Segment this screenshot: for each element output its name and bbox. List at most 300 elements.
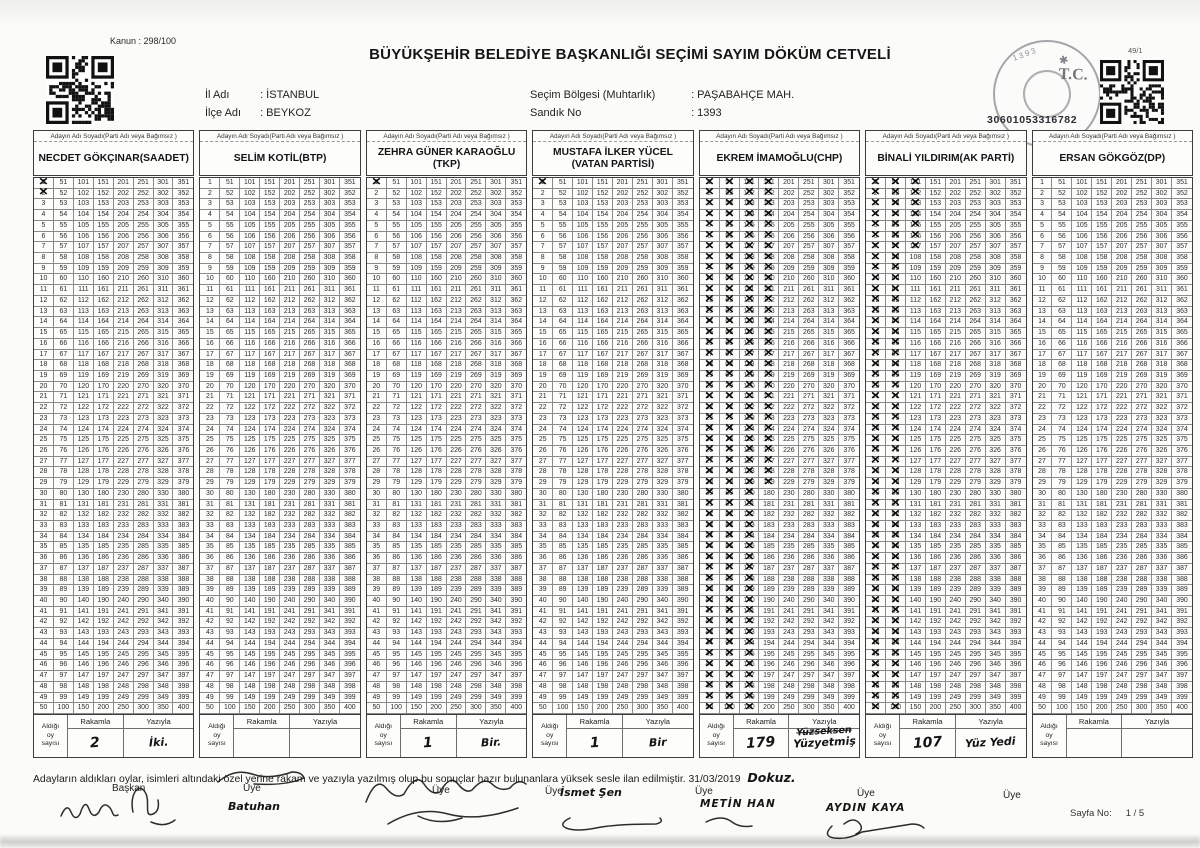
grid-cell	[280, 703, 300, 714]
grid-cell	[34, 693, 54, 704]
grid-cell	[407, 425, 427, 436]
grid-cell	[633, 553, 653, 564]
grid-number: 102	[576, 189, 589, 197]
grid-cell	[799, 671, 819, 682]
grid-number: 104	[909, 211, 922, 219]
grid-number: 330	[822, 489, 835, 497]
grid-number: 9	[41, 264, 46, 272]
grid-cell	[779, 500, 799, 511]
grid-number: 243	[949, 629, 962, 637]
grid-number: 108	[243, 254, 256, 262]
grid-number: 326	[822, 446, 835, 454]
grid-number: 30	[538, 489, 547, 497]
grid-number: 371	[510, 393, 523, 401]
grid-cell	[593, 682, 613, 693]
grid-cell	[653, 564, 673, 575]
grid-number: 52	[392, 189, 401, 197]
grid-cell	[114, 274, 134, 285]
grid-cell	[613, 521, 633, 532]
grid-number: 76	[891, 446, 900, 454]
grid-number: 301	[656, 179, 669, 186]
grid-number: 334	[490, 532, 502, 540]
grid-number: 251	[1135, 179, 1148, 186]
grid-number: 311	[323, 286, 335, 294]
grid-cell	[506, 660, 526, 671]
grid-number: 92	[558, 618, 567, 626]
grid-cell	[220, 178, 240, 189]
grid-number: 370	[510, 382, 523, 390]
grid-number: 255	[636, 221, 649, 229]
grid-number: 396	[510, 661, 523, 669]
grid-cell	[387, 435, 407, 446]
grid-number: 331	[989, 500, 1001, 508]
grid-cell	[986, 307, 1006, 318]
grid-number: 75	[59, 436, 68, 444]
grid-number: 301	[989, 179, 1001, 186]
grid-cell	[34, 339, 54, 350]
grid-number: 297	[636, 672, 649, 680]
grid-cell	[34, 350, 54, 361]
grid-cell	[260, 510, 280, 521]
grid-number: 400	[177, 704, 190, 712]
grid-cell	[986, 671, 1006, 682]
grid-number: 360	[177, 275, 190, 283]
grid-cell	[114, 435, 134, 446]
grid-number: 343	[323, 629, 336, 637]
grid-number: 72	[225, 404, 234, 412]
grid-number: 380	[177, 489, 190, 497]
grid-cell	[154, 478, 174, 489]
grid-cell	[839, 403, 859, 414]
grid-cell	[94, 274, 114, 285]
grid-cell	[466, 639, 486, 650]
grid-number: 204	[283, 211, 296, 219]
grid-number: 379	[843, 479, 855, 487]
grid-cell	[593, 189, 613, 200]
grid-number: 152	[763, 189, 775, 197]
grid-number: 91	[225, 607, 234, 615]
grid-number: 136	[410, 554, 422, 562]
grid-cell	[300, 682, 320, 693]
grid-number: 133	[909, 522, 922, 529]
grid-cell	[134, 210, 154, 221]
grid-cell	[320, 403, 340, 414]
grid-cell	[1072, 210, 1092, 221]
grid-cell	[34, 296, 54, 307]
grid-cell	[799, 382, 819, 393]
grid-cell	[94, 189, 114, 200]
grid-number: 280	[303, 489, 316, 497]
grid-cell	[553, 371, 573, 382]
grid-number: 294	[303, 639, 316, 647]
grid-number: 113	[577, 307, 589, 315]
grid-cell	[200, 285, 220, 296]
grid-number: 353	[177, 200, 190, 208]
grid-number: 118	[743, 361, 755, 369]
grid-cell	[466, 382, 486, 393]
grid-number: 241	[783, 607, 795, 615]
grid-number: 380	[344, 489, 356, 497]
grid-cell	[593, 414, 613, 425]
grid-number: 369	[1009, 371, 1022, 379]
grid-cell	[114, 532, 134, 543]
grid-number: 365	[510, 329, 523, 337]
grid-number: 49	[372, 693, 381, 701]
grid-cell	[200, 660, 220, 671]
grid-cell	[54, 199, 74, 210]
grid-number: 341	[989, 607, 1001, 615]
grid-cell	[466, 682, 486, 693]
grid-number: 232	[783, 511, 795, 519]
grid-number: 72	[725, 404, 733, 412]
grid-cell	[240, 414, 260, 425]
grid-number: 289	[636, 586, 649, 594]
grid-number: 339	[822, 586, 835, 594]
grid-cell	[34, 317, 54, 328]
grid-cell	[114, 457, 134, 468]
grid-cell	[427, 457, 447, 468]
grid-number: 32	[871, 511, 880, 519]
grid-number: 125	[410, 436, 422, 444]
grid-number: 184	[263, 532, 276, 540]
grid-number: 201	[949, 179, 962, 186]
grid-number: 96	[225, 661, 234, 669]
grid-number: 245	[949, 650, 962, 658]
grid-number: 106	[909, 232, 922, 240]
grid-number: 207	[949, 243, 962, 251]
vote-grid	[199, 177, 360, 715]
grid-cell	[799, 425, 819, 436]
grid-number: 243	[783, 629, 795, 637]
grid-number: 231	[450, 500, 462, 508]
grid-cell	[447, 585, 467, 596]
grid-cell	[613, 660, 633, 671]
grid-number: 376	[510, 446, 523, 454]
grid-cell	[779, 360, 799, 371]
grid-number: 36	[705, 554, 713, 562]
grid-cell	[613, 489, 633, 500]
grid-number: 133	[576, 522, 589, 529]
grid-number: 198	[97, 682, 109, 690]
grid-cell	[966, 307, 986, 318]
grid-cell	[34, 489, 54, 500]
grid-number: 224	[616, 425, 629, 433]
grid-cell	[533, 371, 553, 382]
grid-cell	[34, 242, 54, 253]
grid-cell	[367, 693, 387, 704]
grid-number: 9	[707, 264, 712, 272]
grid-cell	[407, 296, 427, 307]
grid-cell	[427, 274, 447, 285]
grid-number: 292	[470, 618, 482, 626]
grid-number: 64	[558, 318, 567, 326]
grid-cell	[506, 564, 526, 575]
grid-cell	[946, 596, 966, 607]
grid-cell	[986, 221, 1006, 232]
grid-number: 222	[117, 404, 129, 412]
grid-number: 75	[392, 436, 401, 444]
grid-cell	[427, 435, 447, 446]
grid-cell	[340, 285, 360, 296]
grid-cell	[906, 510, 926, 521]
grid-cell	[573, 489, 593, 500]
grid-number: 9	[374, 264, 379, 272]
grid-cell	[593, 650, 613, 661]
grid-number: 329	[989, 479, 1001, 487]
grid-cell	[486, 671, 506, 682]
grid-number: 397	[676, 672, 689, 680]
grid-cell	[320, 500, 340, 511]
grid-number: 276	[303, 446, 316, 454]
grid-number: 312	[490, 296, 502, 304]
grid-cell	[819, 489, 839, 500]
grid-cell	[240, 521, 260, 532]
grid-cell	[533, 210, 553, 221]
grid-cell	[966, 232, 986, 243]
grid-number: 329	[323, 479, 336, 487]
grid-cell	[387, 489, 407, 500]
grid-number: 269	[303, 371, 316, 379]
grid-cell	[367, 467, 387, 478]
grid-cell	[553, 425, 573, 436]
grid-cell	[799, 553, 819, 564]
grid-cell	[759, 650, 779, 661]
grid-number: 247	[283, 672, 296, 680]
grid-number: 393	[177, 629, 190, 637]
grid-number: 322	[157, 404, 169, 412]
grid-number: 202	[283, 189, 296, 197]
grid-number: 316	[989, 339, 1001, 347]
grid-cell	[300, 264, 320, 275]
grid-cell	[486, 564, 506, 575]
grid-cell	[260, 189, 280, 200]
grid-cell	[926, 285, 946, 296]
grid-cell	[340, 650, 360, 661]
grid-number: 125	[77, 436, 90, 444]
grid-number: 381	[1009, 500, 1022, 508]
grid-number: 298	[137, 682, 149, 690]
grid-cell	[407, 564, 427, 575]
grid-number: 336	[490, 554, 502, 562]
grid-number: 63	[59, 307, 68, 315]
vote-grid	[532, 177, 693, 715]
grid-cell	[220, 660, 240, 671]
grid-number: 4	[707, 211, 712, 219]
grid-number: 364	[676, 318, 689, 326]
grid-cell	[653, 596, 673, 607]
grid-cell	[633, 703, 653, 714]
grid-cell	[114, 296, 134, 307]
grid-cell	[54, 478, 74, 489]
grid-number: 322	[989, 404, 1001, 412]
grid-cell	[54, 575, 74, 586]
grid-number: 246	[616, 661, 629, 669]
grid-number: 154	[1096, 211, 1108, 219]
grid-number: 320	[656, 382, 669, 390]
grid-number: 3	[873, 200, 878, 208]
grid-number: 259	[303, 264, 316, 272]
grid-cell	[387, 178, 407, 189]
candidate-name: SELİM KOTİL(BTP)	[233, 152, 327, 164]
grid-number: 372	[676, 404, 689, 412]
grid-cell	[966, 328, 986, 339]
grid-number: 383	[510, 522, 523, 529]
grid-number: 237	[783, 564, 795, 572]
grid-cell	[154, 489, 174, 500]
grid-cell	[486, 575, 506, 586]
grid-cell	[200, 703, 220, 714]
grid-cell	[779, 693, 799, 704]
grid-cell	[779, 264, 799, 275]
grid-number: 7	[207, 243, 212, 251]
grid-number: 335	[490, 543, 502, 551]
grid-cell	[779, 392, 799, 403]
grid-cell	[986, 639, 1006, 650]
grid-cell	[633, 585, 653, 596]
grid-number: 57	[558, 243, 567, 251]
grid-number: 362	[344, 296, 356, 304]
grid-cell	[779, 425, 799, 436]
grid-number: 357	[510, 243, 523, 251]
grid-number: 59	[891, 264, 900, 272]
grid-number: 352	[843, 189, 855, 197]
candidate-header-box	[366, 130, 527, 176]
grid-cell	[220, 575, 240, 586]
grid-number: 14	[39, 318, 48, 326]
grid-number: 271	[470, 393, 482, 401]
grid-cell	[280, 232, 300, 243]
grid-cell	[946, 489, 966, 500]
grid-cell	[593, 478, 613, 489]
grid-cell	[220, 457, 240, 468]
grid-cell	[220, 307, 240, 318]
grid-number: 51	[1058, 179, 1066, 186]
grid-number: 52	[891, 189, 900, 197]
grid-number: 208	[949, 254, 962, 262]
grid-cell	[673, 510, 693, 521]
grid-number: 38	[538, 575, 547, 583]
grid-cell	[673, 189, 693, 200]
grid-number: 278	[803, 468, 815, 476]
grid-cell	[613, 585, 633, 596]
grid-cell	[387, 425, 407, 436]
grid-number: 238	[450, 575, 462, 583]
grid-cell	[94, 585, 114, 596]
grid-number: 164	[97, 318, 109, 326]
vote-grid	[366, 177, 527, 715]
grid-cell	[1006, 403, 1026, 414]
grid-number: 255	[470, 221, 482, 229]
grid-number: 146	[410, 661, 422, 669]
grid-cell	[533, 285, 553, 296]
grid-number: 336	[157, 554, 169, 562]
grid-number: 280	[969, 489, 981, 497]
grid-number: 141	[410, 607, 422, 615]
grid-number: 177	[263, 457, 276, 465]
grid-number: 396	[676, 661, 689, 669]
grid-cell	[54, 296, 74, 307]
grid-cell	[799, 446, 819, 457]
grid-cell	[799, 339, 819, 350]
grid-cell	[839, 253, 859, 264]
grid-cell	[154, 232, 174, 243]
grid-number: 279	[803, 479, 815, 487]
grid-cell	[134, 307, 154, 318]
grid-cell	[946, 264, 966, 275]
grid-cell	[54, 285, 74, 296]
grid-number: 152	[430, 189, 442, 197]
grid-cell	[1006, 189, 1026, 200]
grid-number: 330	[656, 489, 669, 497]
yaziyla-handwritten-value	[481, 737, 502, 750]
grid-number: 101	[1076, 179, 1088, 186]
grid-number: 323	[822, 414, 835, 422]
grid-number: 167	[763, 350, 775, 358]
grid-cell	[173, 339, 193, 350]
grid-number: 75	[558, 436, 567, 444]
grid-cell	[260, 285, 280, 296]
grid-number: 382	[676, 511, 689, 519]
grid-cell	[966, 221, 986, 232]
grid-cell	[1112, 199, 1132, 210]
grid-number: 212	[616, 296, 629, 304]
grid-number: 256	[803, 232, 815, 240]
grid-cell	[320, 339, 340, 350]
grid-number: 88	[59, 575, 68, 583]
grid-cell	[593, 435, 613, 446]
grid-number: 319	[989, 371, 1001, 379]
grid-number: 77	[225, 457, 234, 465]
grid-cell	[367, 253, 387, 264]
grid-cell	[1006, 650, 1026, 661]
grid-number: 246	[283, 661, 296, 669]
grid-number: 300	[636, 704, 649, 712]
grid-cell	[1006, 542, 1026, 553]
grid-cell	[553, 660, 573, 671]
grid-number: 46	[39, 661, 48, 669]
grid-cell	[986, 350, 1006, 361]
grid-number: 72	[891, 404, 900, 412]
grid-number: 341	[490, 607, 502, 615]
grid-cell	[613, 371, 633, 382]
grid-cell	[74, 264, 94, 275]
grid-cell	[946, 253, 966, 264]
grid-number: 9	[207, 264, 212, 272]
grid-number: 372	[177, 404, 190, 412]
grid-cell	[260, 371, 280, 382]
grid-cell	[673, 457, 693, 468]
grid-cell	[200, 510, 220, 521]
grid-number: 381	[344, 500, 356, 508]
grid-cell	[54, 425, 74, 436]
grid-number: 114	[743, 318, 755, 326]
grid-cell	[966, 607, 986, 618]
grid-number: 335	[323, 543, 336, 551]
grid-cell	[839, 617, 859, 628]
grid-number: 360	[1009, 275, 1022, 283]
grid-number: 171	[596, 393, 609, 401]
grid-number: 324	[989, 425, 1001, 433]
grid-cell	[94, 435, 114, 446]
grid-number: 279	[969, 479, 981, 487]
grid-number: 19	[538, 371, 547, 379]
grid-cell	[506, 210, 526, 221]
grid-number: 272	[470, 404, 482, 412]
grid-number: 189	[97, 586, 109, 594]
grid-cell	[593, 360, 613, 371]
grid-number: 312	[989, 296, 1001, 304]
grid-number: 79	[59, 479, 68, 487]
